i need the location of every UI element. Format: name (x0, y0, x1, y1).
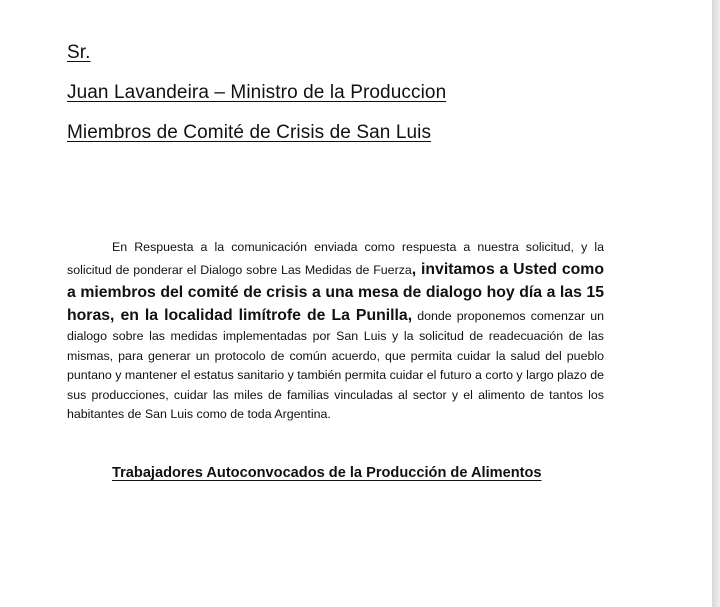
letter-body (67, 238, 604, 425)
page-edge (712, 0, 720, 607)
committee-line: Miembros de Comité de Crisis de San Luis (67, 122, 432, 143)
signature: Trabajadores Autoconvocados de la Producción de Alimentos (112, 465, 542, 481)
letter-invitation: invitamos a Usted como a miembros del comité de crisis a una mesa de dialogo hoy día a las 15 horas, en la localidad limítrofe de La Punilla, (67, 260, 604, 324)
recipient-line: Juan Lavandeira – Ministro de la Produccion (67, 82, 447, 103)
letter-comma: , (411, 260, 417, 278)
salutation: Sr. (67, 42, 91, 63)
letter-rest: donde proponemos comenzar un dialogo sobre las medidas implementadas por San Luis y la solicitud de readecuación de las mismas, para generar un protocolo de común acuerdo, que permita cuidar la salud del pueblo puntano y mantener el estatus sanitario y también permita cuidar el futuro a corto y largo plazo de sus producciones, cuidar las miles de familias vinculadas al sector y el alimento de tantos los habitantes de San Luis como de toda Argentina. (67, 308, 604, 422)
letter-intro: En Respuesta a la comunicación enviada como respuesta a nuestra solicitud, y la solicitud de ponderar el Dialogo sobre Las Medidas de Fuerza (67, 240, 604, 277)
